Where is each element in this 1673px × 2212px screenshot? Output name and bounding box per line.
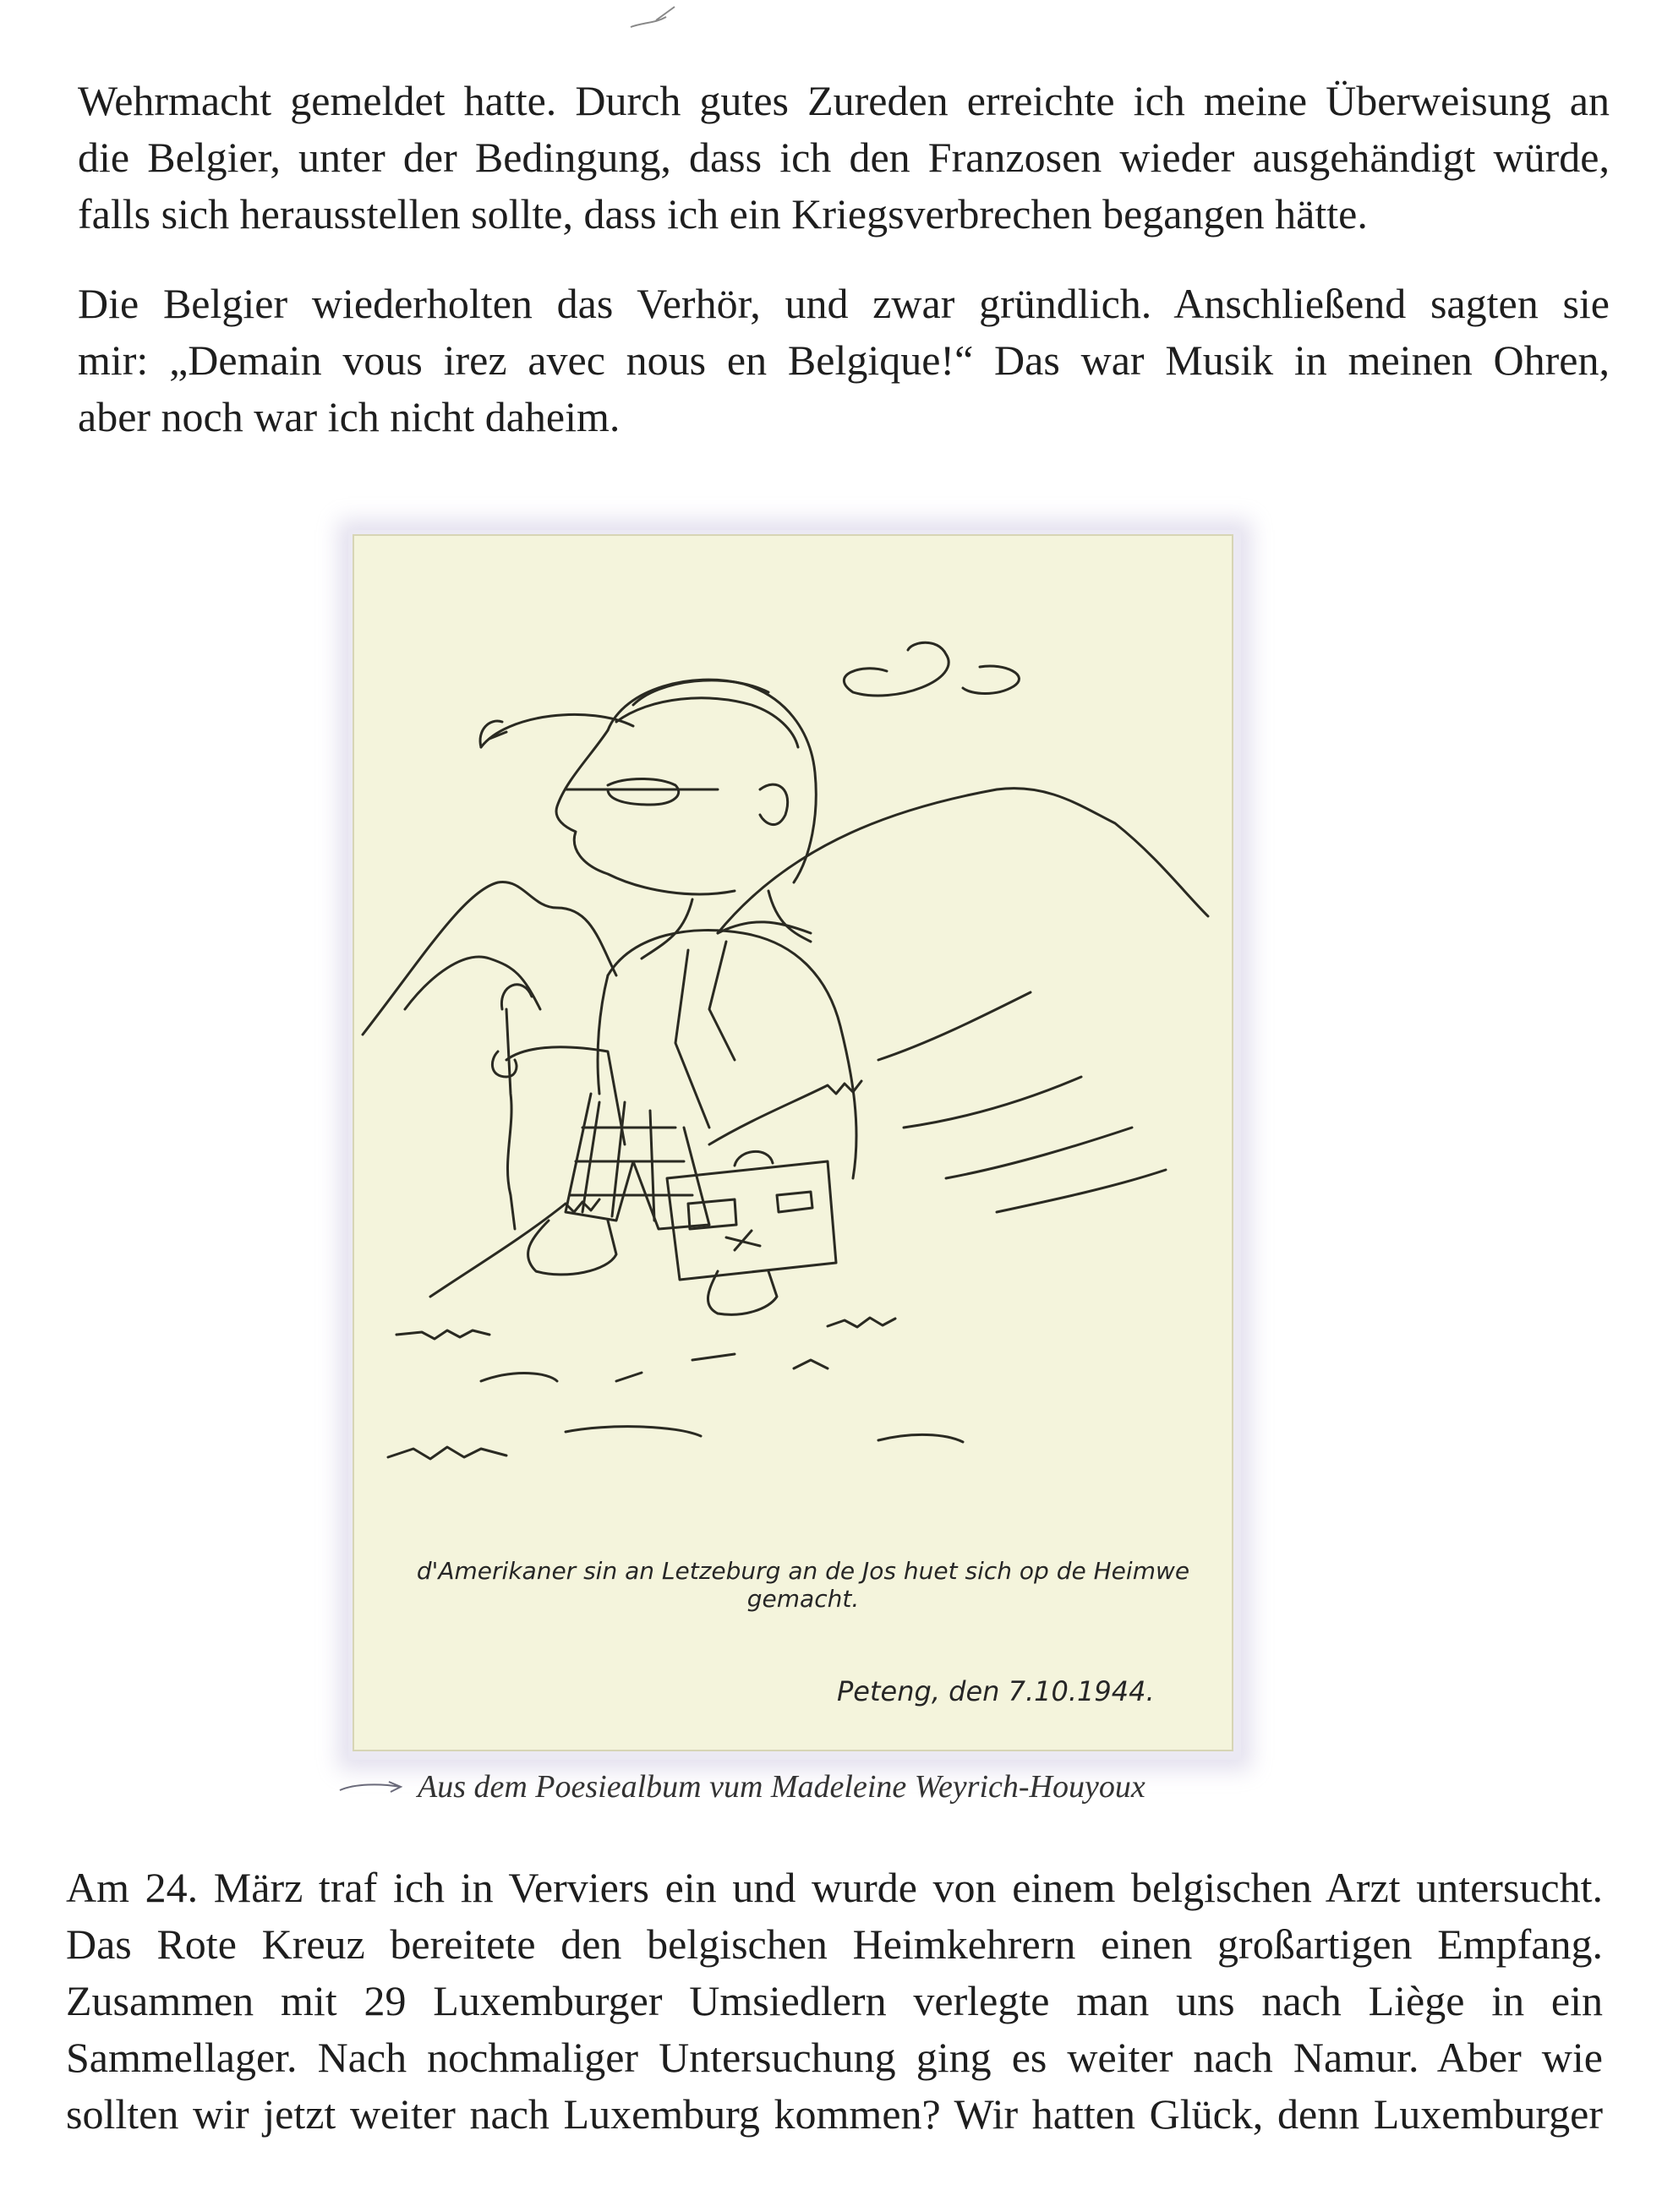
text-line: mir: „Demain vous irez avec nous en Belgique!“ Das war Musik in meinen Ohren, — [78, 336, 1610, 384]
figure-caption — [338, 1768, 1268, 1805]
text-line: die Belgier, unter der Bedingung, dass ich den Franzosen wieder ausgehändigt würde, — [78, 134, 1610, 181]
paragraph-1 — [78, 73, 1610, 243]
scan-mark — [626, 2, 685, 32]
text-line: falls sich herausstellen sollte, dass ich ein Kriegsverbrechen begangen hätte. — [78, 190, 1368, 238]
swoosh-ornament-icon — [338, 1778, 404, 1795]
text-line: Sammellager. Nach nochmaliger Untersuchung ging es weiter nach Namur. Aber wie — [66, 2034, 1603, 2081]
text-line: aber noch war ich nicht daheim. — [78, 393, 621, 440]
text-line: Am 24. März traf ich in Verviers ein und wurde von einem belgischen Arzt untersucht. — [66, 1864, 1603, 1911]
handwritten-caption: d'Amerikaner sin an Letzeburg an de Jos huet sich op de Heimwe gemacht. — [416, 1557, 1190, 1613]
paragraph-3 — [66, 1860, 1603, 2143]
handwritten-date: Peteng, den 7.10.1944. — [837, 1675, 1155, 1707]
text-line: sollten wir jetzt weiter nach Luxemburg kommen? Wir hatten Glück, denn Luxemburger — [66, 2090, 1603, 2138]
paragraph-2 — [78, 276, 1610, 445]
text-line: Das Rote Kreuz bereitete den belgischen Heimkehrern einen großartigen Empfang. — [66, 1920, 1603, 1968]
text-line: Die Belgier wiederholten das Verhör, und zwar gründlich. Anschließend sagten sie — [78, 280, 1610, 327]
text-line: Zusammen mit 29 Luxemburger Umsiedlern verlegte man uns nach Liège in ein — [66, 1977, 1603, 2024]
figure-caption-text: Aus dem Poesiealbum vum Madeleine Weyrich-Houyoux — [418, 1769, 1145, 1805]
text-line: Wehrmacht gemeldet hatte. Durch gutes Zureden erreichte ich meine Überweisung an — [78, 77, 1610, 124]
